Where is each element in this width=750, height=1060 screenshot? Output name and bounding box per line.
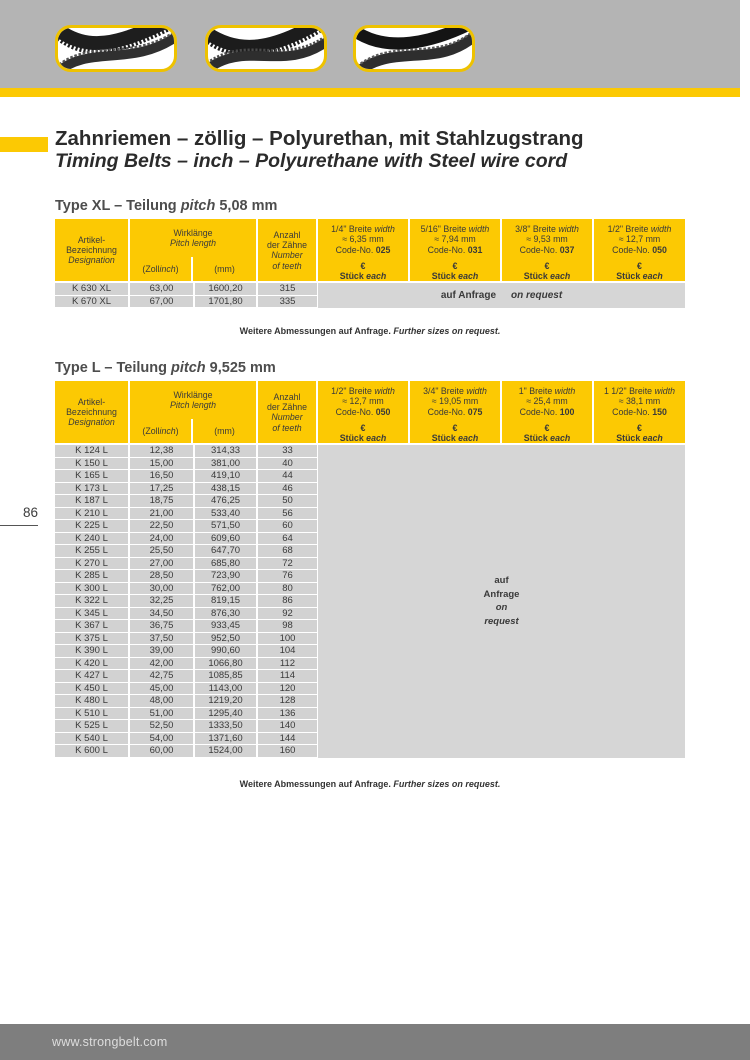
table-cell: 86 [258, 595, 317, 607]
table-cell: 72 [258, 558, 317, 570]
table-header [55, 381, 685, 443]
table-cell: 476,25 [195, 495, 256, 507]
table-cell: K 450 L [55, 683, 128, 695]
col-header-pitch-length: Wirklänge Pitch length (Zoll inch ) (mm) [130, 219, 256, 281]
col-header-designation: Artikel- Bezeichnung Designation [55, 381, 128, 443]
table-row [55, 695, 317, 708]
table-cell: 34,50 [130, 608, 193, 620]
table-cell: 876,30 [195, 608, 256, 620]
table-cell: 76 [258, 570, 317, 582]
table-cell: 30,00 [130, 583, 193, 595]
table-cell: 571,50 [195, 520, 256, 532]
price-on-request-cell: auf Anfrage on request [318, 283, 685, 308]
table-cell: 128 [258, 695, 317, 707]
price-col-header: 3/4" Breite width ≈ 19,05 mm Code-No. 075 € Stück each [410, 381, 500, 443]
table-cell: K 225 L [55, 520, 128, 532]
table-cell: 933,45 [195, 620, 256, 632]
table-row [55, 733, 317, 746]
table-cell: K 165 L [55, 470, 128, 482]
page-title-english: Timing Belts – inch – Polyurethane with Steel wire cord [55, 150, 568, 172]
price-col-header: 1/4" Breite width ≈ 6,35 mm Code-No. 025 € Stück each [318, 219, 408, 281]
table-cell: 64 [258, 533, 317, 545]
table-cell: 419,10 [195, 470, 256, 482]
table-cell: 28,50 [130, 570, 193, 582]
table-cell: 1371,60 [195, 733, 256, 745]
table-cell: 1143,00 [195, 683, 256, 695]
table-cell: 1219,20 [195, 695, 256, 707]
table-cell: 54,00 [130, 733, 193, 745]
table-cell: 1085,85 [195, 670, 256, 682]
col-header-designation: Artikel- Bezeichnung Designation [55, 219, 128, 281]
table-cell: 63,00 [130, 283, 193, 295]
yellow-divider-bar [0, 88, 740, 97]
table-cell: 52,50 [130, 720, 193, 732]
table-cell: K 124 L [55, 445, 128, 457]
page-title-german: Zahnriemen – zöllig – Polyurethan, mit Stahlzugstrang [55, 127, 584, 150]
table-row [55, 296, 317, 309]
table-cell: 112 [258, 658, 317, 670]
table-cell: 45,00 [130, 683, 193, 695]
table-cell: 27,00 [130, 558, 193, 570]
table-cell: K 285 L [55, 570, 128, 582]
table-cell: 762,00 [195, 583, 256, 595]
table-cell: 1600,20 [195, 283, 256, 295]
table-cell: 98 [258, 620, 317, 632]
belt-illustration [208, 28, 324, 69]
table-cell: K 600 L [55, 745, 128, 757]
table-cell: K 322 L [55, 595, 128, 607]
table-cell: 60 [258, 520, 317, 532]
table-cell: 67,00 [130, 296, 193, 308]
footer-bar [0, 1024, 750, 1060]
table-row [55, 633, 317, 646]
table-cell: 144 [258, 733, 317, 745]
table-cell: 990,60 [195, 645, 256, 657]
table-cell: 1701,80 [195, 296, 256, 308]
table-cell: 381,00 [195, 458, 256, 470]
table-cell: 647,70 [195, 545, 256, 557]
table-cell: 46 [258, 483, 317, 495]
table-cell: K 480 L [55, 695, 128, 707]
table-cell: 114 [258, 670, 317, 682]
table-row [55, 583, 317, 596]
table-rows [55, 445, 317, 758]
page-number: 86 [0, 505, 38, 526]
table-cell: 92 [258, 608, 317, 620]
price-col-header: 1" Breite width ≈ 25,4 mm Code-No. 100 € Stück each [502, 381, 592, 443]
table-cell: 1524,00 [195, 745, 256, 757]
table-row [55, 620, 317, 633]
table-type-xl [55, 219, 685, 308]
table-cell: 160 [258, 745, 317, 757]
table-cell: 16,50 [130, 470, 193, 482]
col-header-pitch-length: Wirklänge Pitch length (Zoll inch ) (mm) [130, 381, 256, 443]
table-cell: 51,00 [130, 708, 193, 720]
table-row [55, 570, 317, 583]
table-cell: 819,15 [195, 595, 256, 607]
price-col-header: 1/2" Breite width ≈ 12,7 mm Code-No. 050 € Stück each [318, 381, 408, 443]
table-cell: 80 [258, 583, 317, 595]
col-header-number-of-teeth: Anzahl der Zähne Number of teeth [258, 219, 316, 281]
table-cell: 40 [258, 458, 317, 470]
table-cell: 136 [258, 708, 317, 720]
table-cell: 335 [258, 296, 317, 308]
table-row [55, 545, 317, 558]
table-cell: 952,50 [195, 633, 256, 645]
table-cell: K 150 L [55, 458, 128, 470]
table-cell: 36,75 [130, 620, 193, 632]
section-title-type-l: Type L – Teilung pitch 9,525 mm [55, 360, 276, 376]
table-type-l [55, 381, 685, 758]
belt-illustration [356, 28, 472, 69]
table-cell: 50 [258, 495, 317, 507]
table-row [55, 495, 317, 508]
timing-belt-photo-1 [55, 25, 177, 72]
table-cell: K 173 L [55, 483, 128, 495]
table-row [55, 445, 317, 458]
timing-belt-photo-3 [353, 25, 475, 72]
table-cell: 39,00 [130, 645, 193, 657]
table-header [55, 219, 685, 281]
table-cell: K 240 L [55, 533, 128, 545]
further-sizes-note: Weitere Abmessungen auf Anfrage. Further sizes on request. [239, 779, 501, 789]
table-row [55, 658, 317, 671]
top-banner [0, 0, 740, 88]
table-cell: K 420 L [55, 658, 128, 670]
table-cell: 33 [258, 445, 317, 457]
table-cell: 533,40 [195, 508, 256, 520]
table-row [55, 745, 317, 758]
table-cell: 1295,40 [195, 708, 256, 720]
price-col-header: 1/2" Breite width ≈ 12,7 mm Code-No. 050 € Stück each [594, 219, 685, 281]
table-cell: 1333,50 [195, 720, 256, 732]
section-title-type-xl: Type XL – Teilung pitch 5,08 mm [55, 198, 278, 214]
table-cell: 18,75 [130, 495, 193, 507]
table-cell: K 187 L [55, 495, 128, 507]
table-cell: 42,75 [130, 670, 193, 682]
table-cell: K 525 L [55, 720, 128, 732]
table-row [55, 595, 317, 608]
subcol-header-inch: (Zoll inch ) [130, 419, 193, 443]
table-cell: K 630 XL [55, 283, 128, 295]
footer-url: www.strongbelt.com [52, 1035, 168, 1049]
table-row [55, 558, 317, 571]
table-row [55, 458, 317, 471]
table-cell: K 345 L [55, 608, 128, 620]
belt-illustration [58, 28, 174, 69]
subcol-header-mm: (mm) [214, 264, 235, 275]
table-row [55, 608, 317, 621]
col-header-number-of-teeth: Anzahl der Zähne Number of teeth [258, 381, 316, 443]
timing-belt-photo-2 [205, 25, 327, 72]
table-rows [55, 283, 317, 308]
table-cell: 685,80 [195, 558, 256, 570]
price-col-header: 3/8" Breite width ≈ 9,53 mm Code-No. 037 € Stück each [502, 219, 592, 281]
table-row [55, 645, 317, 658]
further-sizes-note: Weitere Abmessungen auf Anfrage. Further sizes on request. [239, 326, 501, 336]
table-cell: 42,00 [130, 658, 193, 670]
table-cell: 25,50 [130, 545, 193, 557]
table-cell: 17,25 [130, 483, 193, 495]
table-row [55, 708, 317, 721]
table-cell: 22,50 [130, 520, 193, 532]
table-row [55, 508, 317, 521]
table-cell: 1066,80 [195, 658, 256, 670]
table-cell: K 427 L [55, 670, 128, 682]
table-cell: 44 [258, 470, 317, 482]
table-cell: 140 [258, 720, 317, 732]
table-cell: 21,00 [130, 508, 193, 520]
table-cell: 314,33 [195, 445, 256, 457]
table-cell: K 210 L [55, 508, 128, 520]
subcol-header-mm: (mm) [214, 426, 235, 437]
table-row [55, 520, 317, 533]
table-cell: 438,15 [195, 483, 256, 495]
table-row [55, 470, 317, 483]
price-on-request-cell: auf Anfrage on request [318, 445, 685, 758]
table-cell: 37,50 [130, 633, 193, 645]
table-cell: K 255 L [55, 545, 128, 557]
table-cell: 15,00 [130, 458, 193, 470]
table-cell: K 375 L [55, 633, 128, 645]
table-cell: 12,38 [130, 445, 193, 457]
table-cell: K 670 XL [55, 296, 128, 308]
title-accent-mark [0, 137, 48, 152]
table-cell: 48,00 [130, 695, 193, 707]
table-row [55, 683, 317, 696]
table-row [55, 533, 317, 546]
table-cell: 104 [258, 645, 317, 657]
table-cell: K 300 L [55, 583, 128, 595]
table-cell: 723,90 [195, 570, 256, 582]
table-row [55, 483, 317, 496]
table-cell: 315 [258, 283, 317, 295]
table-row [55, 720, 317, 733]
table-cell: K 510 L [55, 708, 128, 720]
table-cell: 24,00 [130, 533, 193, 545]
table-cell: 60,00 [130, 745, 193, 757]
table-cell: K 367 L [55, 620, 128, 632]
table-cell: 100 [258, 633, 317, 645]
subcol-header-inch: (Zoll inch ) [130, 257, 193, 281]
price-col-header: 5/16" Breite width ≈ 7,94 mm Code-No. 031 € Stück each [410, 219, 500, 281]
table-row [55, 283, 317, 296]
table-row [55, 670, 317, 683]
table-cell: 609,60 [195, 533, 256, 545]
price-col-header: 1 1/2" Breite width ≈ 38,1 mm Code-No. 150 € Stück each [594, 381, 685, 443]
table-cell: 56 [258, 508, 317, 520]
table-cell: K 540 L [55, 733, 128, 745]
table-cell: 68 [258, 545, 317, 557]
table-cell: K 270 L [55, 558, 128, 570]
table-cell: 120 [258, 683, 317, 695]
table-cell: 32,25 [130, 595, 193, 607]
table-cell: K 390 L [55, 645, 128, 657]
